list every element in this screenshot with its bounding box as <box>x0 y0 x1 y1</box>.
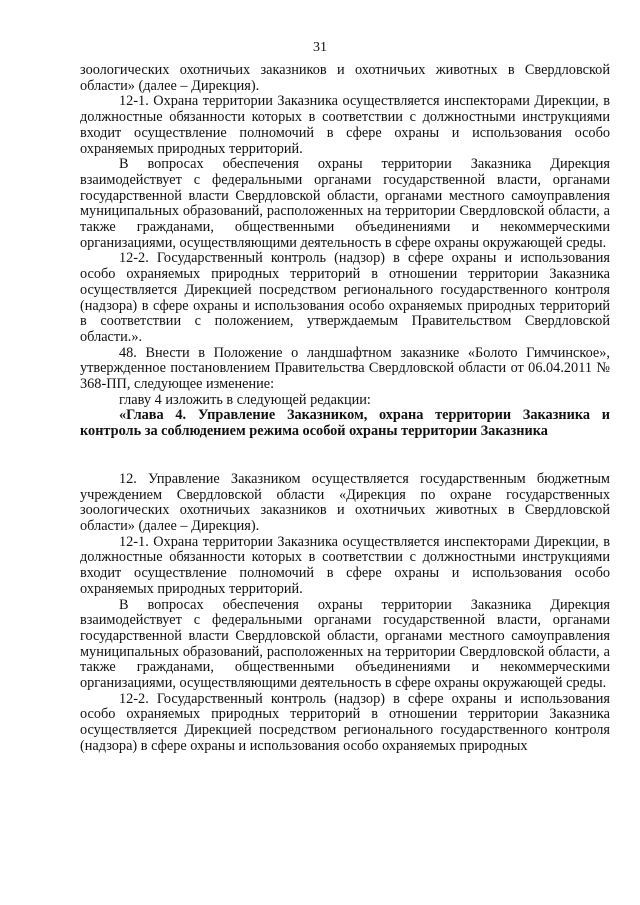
paragraph-12-2-control-new: 12-2. Государственный контроль (надзор) в сфере охраны и использования особо охраняемых природных территорий в отношении территории Заказника осуществляется Дирекцией посредством регионального государственного контроля (надзора) в сфере охраны и использования особо охраняемых природных <box>80 690 610 754</box>
paragraph-48-amendment: 48. Внести в Положение о ландшафтном заказнике «Болото Гимчинское», утвержденное постановлением Правительства Свердловской области от 06.04.2011 № 368-ПП, следующее изменение: <box>80 344 610 393</box>
paragraph-12-2-control: 12-2. Государственный контроль (надзор) в сфере охраны и использования особо охраняемых природных территорий в отношении территории Заказника осуществляется Дирекцией посредством регионального государственного контроля (надзора) в сфере охраны и использования особо охраняемых природных территорий в соответствии с положением, утверждаемым Правительством Свердловской области.». <box>80 250 610 345</box>
page-number: 31 <box>313 40 327 55</box>
heading-spacer <box>80 440 610 472</box>
paragraph-cooperation-new: В вопросах обеспечения охраны территории Заказника Дирекция взаимодействует с федеральными органами государственной власти, органами государственной власти Свердловской области, органами местного самоуправления муниципальных образований, расположенных на территории Свердловской области, а также гражданами, общественными объединениями и некоммерческими организациями, осуществляющими деятельность в сфере охраны окружающей среды. <box>80 596 610 692</box>
paragraph-chapter-instruction: главу 4 изложить в следующей редакции: <box>119 391 371 408</box>
paragraph-12-1-protection: 12-1. Охрана территории Заказника осуществляется инспекторами Дирекции, в должностные обязанности которых в соответствии с должностными инструкциями входит осуществление полномочий в сфере охраны и использования особо охраняемых природных территорий. <box>80 93 610 157</box>
paragraph-cooperation: В вопросах обеспечения охраны территории Заказника Дирекция взаимодействует с федеральными органами государственной власти, органами государственной власти Свердловской области, органами местного самоуправления муниципальных образований, расположенных на территории Свердловской области, а также гражданами, общественными объединениями и некоммерческими организациями, осуществляющими деятельность в сфере охраны окружающей среды. <box>80 156 610 251</box>
paragraph-12-1-protection-new: 12-1. Охрана территории Заказника осуществляется инспекторами Дирекции, в должностные обязанности которых в соответствии с должностными инструкциями входит осуществление полномочий в сфере охраны и использования особо охраняемых природных территорий. <box>80 533 610 597</box>
chapter-heading: «Глава 4. Управление Заказником, охрана территории Заказника и контроль за соблюдением режима особой охраны территории Заказника <box>80 407 610 440</box>
paragraph-continuation: зоологических охотничьих заказников и охотничьих животных в Свердловской области» (далее – Дирекция). <box>80 62 610 94</box>
paragraph-12-management: 12. Управление Заказником осуществляется государственным бюджетным учреждением Свердловской области «Дирекция по охране государственных зоологических охотничьих заказников и охотничьих животных в Свердловской области» (далее – Дирекция). <box>80 470 610 534</box>
document-body <box>80 63 610 755</box>
